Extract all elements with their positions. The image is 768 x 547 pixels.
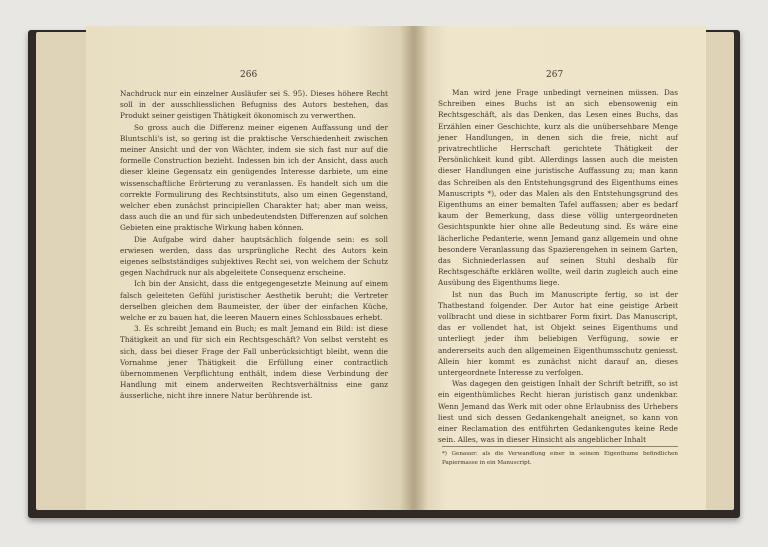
open-book [28, 22, 740, 518]
paragraph: Man wird jene Frage unbedingt verneinen müssen. Das Schreiben eines Buchs ist an sich ebensowenig ein Rechtsgeschäft, als das Denken, das Lesen eines Buchs, das Erzählen einer Geschichte, kurz als die unübersehbare Menge jener Handlungen, in denen sich die freie, nicht auf privatrechtliche Herrschaft gerichtete Thätigkeit der Persönlichkeit kund gibt. Allerdings lassen auch die meisten dieser Handlungen eine juristische Auffassung zu; man kann das Schreiben als den Entstehungsgrund des Eigenthums eines Manuscripts *), oder das Malen als den Entstehungsgrund des Eigenthums an einer bemalten Tafel auffassen; aber es bedarf kaum der Bemerkung, dass diese völlig untergeordneten Gesichtspunkte hier ohne alle Bedeutung sind. Es wäre eine lächerliche Pedanterie, wenn Jemand ganz allgemein und ohne besondere Veranlassung das Spazierengehen in seinem Garten, das Sichniederlassen auf seinen Stuhl deshalb für Rechtsgeschäfte erklären wollte, weil darin zugleich auch eine Ausübung des Eigenthums liege. [438, 88, 678, 288]
page-text [120, 88, 388, 402]
paragraph: Nachdruck nur ein einzelner Ausläufer sei S. 95). Dieses höhere Recht soll in der ausschliesslichen Befugniss des Autors bestehen, das Produkt seiner geistigen Thätigkeit ökonomisch zu verwerthen. [120, 89, 388, 121]
page-number: 266 [240, 70, 258, 80]
page-edges-right [704, 32, 734, 510]
paragraph: Die Aufgabe wird daher hauptsächlich folgende sein: es soll erwiesen werden, dass das ursprüngliche Recht des Autors kein eigenes selbstständiges subjektives Recht sei, von welchem der Schutz gegen Nachdruck nur als abgeleitete Consequenz erscheine. [120, 234, 388, 278]
page-text [438, 87, 678, 446]
paragraph: Ich bin der Ansicht, dass die entgegengesetzte Meinung auf einem falsch geleiteten Gefühl juristischer Aesthetik beruht; die Vertreter derselben gleichen dem Baumeister, der über der einfachen Küche, welche er zu bauen hat, die leeren Mauern eines Schlossbaues erhebt. [120, 279, 388, 323]
right-page [412, 26, 706, 510]
left-page [86, 26, 412, 510]
paragraph: Ist nun das Buch im Manuscripte fertig, so ist der Thatbestand folgender. Der Autor hat eine geistige Arbeit vollbracht und diese in sichtbarer Form fixirt. Das Manuscript, das er vollendet hat, ist Objekt seines Eigenthums und unterliegt jeder ihm beliebigen Verfügung, sowie er andererseits auch den allgemeinen Eigenthumsschutz geniesst. Allein hier kommt es zunächst nicht darauf an, dieses untergeordnete Interesse zu verfolgen. [438, 289, 678, 378]
page-edges-left [36, 32, 88, 510]
footnote: *) Genauer: als die Verwandlung einer in seinem Eigenthume befindlichen Papiermasse in ein Manuscript. [442, 446, 678, 467]
paragraph: 3. Es schreibt Jemand ein Buch; es malt Jemand ein Bild: ist diese Thätigkeit an und für sich ein Rechtsgeschäft? Von selbst versteht es sich, dass bei dieser Frage der Fall unberücksichtigt bleibt, wenn die Vornahme jener Thätigkeit die Erfüllung einer contractlich übernommenen Verpflichtung enthält, indem diese Verbindung der Handlung mit einem anderweiten Rechtsverhältniss eine ganz äusserliche, nicht ihre innere Natur berührende ist. [120, 324, 388, 401]
paragraph: So gross auch die Differenz meiner eigenen Auffassung und der Bluntschli's ist, so gering ist die praktische Verschiedenheit zwischen meiner Ansicht und der von Wächter, indem sie sich fast nur auf die formelle Construction bezieht. Indessen bin ich der Ansicht, dass auch dieser kleine Gegensatz ein genügendes Interesse darbiete, um eine wissenschaftliche Erörterung zu veranlassen. Es handelt sich um die correkte Formulirung des Rechtsinstituts, also um einen Gegenstand, welcher eben zunächst principiellen Charakter hat; aber man weiss, dass auch die an und für sich unbedeutendsten Differenzen auf solchen Gebieten eine praktische Wirkung haben können. [120, 122, 388, 233]
page-number: 267 [546, 70, 564, 80]
paragraph: Was dagegen den geistigen Inhalt der Schrift betrifft, so ist ein eigenthümliches Recht hieran juristisch ganz undenkbar. Wenn Jemand das Werk mit oder ohne Erlaubniss des Urhebers liest und sich dessen Gedankengehalt aneignet, so kann von einer Reclamation des entführten Gedankengutes keine Rede sein. Alles, was in dieser Hinsicht als angeblicher Inhalt [438, 379, 678, 445]
